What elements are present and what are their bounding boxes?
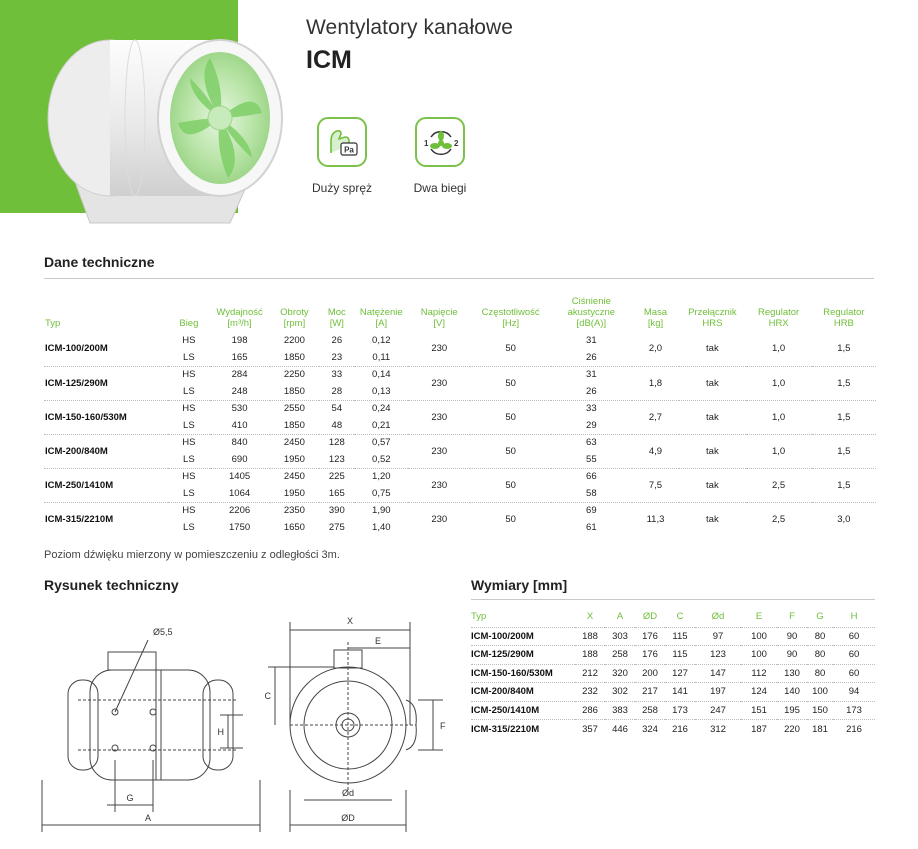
- cell-rpm: 1850: [283, 351, 305, 363]
- cell-power: 128: [319, 434, 354, 451]
- tech-row: [44, 434, 876, 451]
- divider: [471, 599, 875, 600]
- two-speed-icon: [415, 117, 465, 167]
- model-name: ICM-125/290M: [44, 366, 168, 400]
- dims-header-cell: Typ: [471, 611, 487, 623]
- dims-cell: 220: [777, 720, 807, 739]
- th-hrb: Regulator: [823, 307, 865, 318]
- th-rpm-unit: [rpm]: [283, 318, 306, 329]
- th-freq-unit: [Hz]: [502, 318, 520, 329]
- product-category: Wentylatory kanałowe: [306, 16, 514, 39]
- cell-power: 26: [331, 335, 343, 346]
- pressure-icon-badge: Pa: [344, 145, 354, 155]
- cell-power: 165: [328, 487, 345, 499]
- cell-switch: tak: [679, 366, 745, 400]
- cell-current: 0,13: [372, 385, 391, 397]
- dims-cell: 100: [807, 683, 833, 702]
- dims-header-cell: H: [850, 611, 858, 623]
- dims-cell: 176: [635, 627, 665, 646]
- cell-voltage: 230: [408, 502, 470, 536]
- dims-cell: 302: [605, 683, 635, 702]
- model-name: ICM-100/200M: [471, 627, 575, 646]
- cell-flow: 690: [231, 453, 248, 465]
- cell-current: 1,20: [354, 468, 408, 485]
- th-gear: Bieg: [179, 318, 199, 329]
- cell-freq: 50: [470, 400, 551, 434]
- th-noise: Ciśnienie: [571, 296, 611, 307]
- cell-current: 0,21: [372, 419, 391, 431]
- dims-cell: 312: [695, 720, 741, 739]
- cell-flow: 1750: [229, 522, 251, 533]
- product-title: ICM: [306, 46, 352, 74]
- drawing-section-title: Rysunek techniczny: [44, 577, 179, 593]
- cell-rpm: 2350: [270, 502, 320, 519]
- th-type: Typ: [45, 318, 61, 329]
- cell-gear: LS: [183, 522, 195, 533]
- dims-cell: 115: [665, 627, 695, 646]
- dims-cell: 176: [635, 646, 665, 665]
- dim-f-label: F: [440, 721, 446, 731]
- cell-rpm: 1850: [283, 419, 305, 431]
- feature-label: Duży spręż: [311, 181, 373, 195]
- cell-hrx: 1,0: [746, 366, 812, 400]
- cell-gear: HS: [168, 468, 209, 485]
- dims-cell: 60: [833, 646, 875, 665]
- dims-cell: 80: [807, 627, 833, 646]
- dims-cell: 188: [575, 646, 605, 665]
- cell-hrb: 1,5: [812, 434, 876, 468]
- th-hrx-2: HRX: [768, 318, 789, 329]
- th-hrb-2: HRB: [833, 318, 854, 329]
- cell-gear: LS: [183, 385, 195, 397]
- cell-gear: HS: [168, 502, 209, 519]
- th-power: Moc: [327, 307, 346, 318]
- th-rpm: Obroty: [280, 307, 309, 318]
- th-noise-unit: [dB(A)]: [576, 318, 607, 329]
- cell-voltage: 230: [408, 468, 470, 502]
- cell-gear: HS: [168, 400, 209, 417]
- model-name: ICM-150-160/530M: [44, 400, 168, 434]
- cell-gear: LS: [183, 419, 195, 431]
- cell-mass: 2,0: [648, 343, 663, 355]
- dims-header-cell: A: [616, 611, 624, 623]
- cell-mass: 1,8: [632, 366, 680, 400]
- model-name: ICM-315/2210M: [471, 720, 575, 739]
- cell-hrx: 1,0: [746, 400, 812, 434]
- model-name: ICM-250/1410M: [471, 701, 575, 720]
- dim-g-label: G: [126, 793, 134, 803]
- dims-cell: 357: [575, 720, 605, 739]
- cell-noise: 31: [586, 335, 597, 346]
- cell-switch: tak: [706, 343, 719, 355]
- cell-power: 28: [331, 385, 343, 397]
- tech-row: [44, 400, 876, 417]
- cell-flow: 1064: [229, 487, 251, 499]
- dims-cell: 127: [665, 664, 695, 683]
- feature-two-speeds: [395, 117, 485, 195]
- cell-noise: 66: [551, 468, 632, 485]
- tech-table: [44, 290, 876, 536]
- dims-cell: 217: [635, 683, 665, 702]
- cell-flow: 165: [231, 351, 248, 363]
- cell-noise: 55: [586, 453, 597, 465]
- model-name: ICM-250/1410M: [44, 468, 168, 502]
- dims-header-cell: X: [586, 611, 594, 623]
- cell-flow: 840: [210, 434, 270, 451]
- dims-cell: 60: [833, 664, 875, 683]
- cell-flow: 530: [210, 400, 270, 417]
- dims-row: [471, 720, 875, 739]
- cell-voltage: 230: [408, 366, 470, 400]
- dims-cell: 446: [605, 720, 635, 739]
- dims-header-cell: F: [789, 611, 795, 623]
- cell-flow: 1405: [210, 468, 270, 485]
- dims-cell: 90: [777, 627, 807, 646]
- cell-voltage: 230: [408, 434, 470, 468]
- cell-voltage: 230: [431, 343, 448, 355]
- cell-noise: 58: [586, 487, 597, 499]
- dims-row: [471, 683, 875, 702]
- dims-cell: 140: [777, 683, 807, 702]
- th-mass: Masa: [643, 307, 668, 318]
- th-mass-unit: [kg]: [647, 318, 664, 329]
- dims-cell: 80: [807, 664, 833, 683]
- cell-current: 0,11: [372, 351, 391, 363]
- dim-x-label: X: [346, 616, 354, 626]
- cell-power: 390: [319, 502, 354, 519]
- tech-section-title: Dane techniczne: [44, 254, 155, 270]
- pressure-icon: [317, 117, 367, 167]
- cell-power: 225: [319, 468, 354, 485]
- cell-rpm: 2200: [283, 335, 305, 346]
- dims-row: [471, 646, 875, 665]
- cell-hrb: 3,0: [812, 502, 876, 536]
- cell-hrb: 1,5: [812, 468, 876, 502]
- dims-cell: 197: [695, 683, 741, 702]
- cell-noise: 29: [586, 419, 597, 431]
- dims-cell: 324: [635, 720, 665, 739]
- cell-current: 1,90: [354, 502, 408, 519]
- cell-power: 275: [328, 522, 345, 533]
- cell-freq: 50: [470, 502, 551, 536]
- dims-cell: 97: [695, 627, 741, 646]
- cell-switch: tak: [679, 434, 745, 468]
- dims-cell: 130: [777, 664, 807, 683]
- th-current: Natężenie: [359, 307, 403, 318]
- cell-switch: tak: [679, 400, 745, 434]
- th-switch: Przełącznik: [688, 307, 737, 318]
- dim-c-label: C: [264, 691, 271, 701]
- cell-freq: 50: [470, 468, 551, 502]
- dims-cell: 216: [665, 720, 695, 739]
- th-flow: Wydajność: [216, 307, 263, 318]
- bolt-diameter-label: Ø5,5: [153, 627, 173, 637]
- model-name: ICM-200/840M: [471, 683, 575, 702]
- cell-power: 33: [319, 366, 354, 383]
- th-freq: Częstotliwość: [481, 307, 540, 318]
- dims-row: [471, 701, 875, 720]
- th-noise-2: akustyczne: [567, 307, 616, 318]
- front-view: [268, 622, 443, 832]
- th-voltage: Napięcie: [420, 307, 458, 318]
- dims-cell: 383: [605, 701, 635, 720]
- cell-flow: 2206: [210, 502, 270, 519]
- th-voltage-unit: [V]: [433, 318, 446, 329]
- dims-row: [471, 627, 875, 646]
- dims-header-cell: G: [816, 611, 824, 623]
- tech-row: [44, 332, 876, 349]
- cell-noise: 63: [551, 434, 632, 451]
- cell-current: 0,52: [372, 453, 391, 465]
- cell-rpm: 2550: [270, 400, 320, 417]
- cell-hrb: 1,5: [837, 343, 851, 355]
- model-name: ICM-315/2210M: [44, 502, 168, 536]
- cell-freq: 50: [470, 366, 551, 400]
- cell-hrb: 1,5: [812, 400, 876, 434]
- duct-fan-product-image: [30, 18, 300, 228]
- cell-rpm: 2450: [270, 468, 320, 485]
- dims-header-cell: Ød: [711, 611, 725, 623]
- cell-rpm: 2450: [270, 434, 320, 451]
- cell-gear: HS: [168, 366, 209, 383]
- dims-header-row: [471, 607, 875, 627]
- dims-header-cell: ØD: [642, 611, 658, 623]
- feature-high-pressure: [297, 117, 387, 195]
- dim-D-label: ØD: [341, 813, 355, 823]
- footnote: Poziom dźwięku mierzony w pomieszczeniu z odległości 3m.: [44, 549, 340, 561]
- dim-e-label: E: [374, 636, 382, 646]
- cell-current: 0,14: [354, 366, 408, 383]
- dims-cell: 187: [741, 720, 777, 739]
- dims-cell: 173: [833, 701, 875, 720]
- technical-drawing: [38, 600, 448, 840]
- dims-cell: 258: [605, 646, 635, 665]
- dims-cell: 286: [575, 701, 605, 720]
- model-name: ICM-150-160/530M: [471, 664, 575, 683]
- cell-power: 48: [331, 419, 343, 431]
- dims-cell: 60: [833, 627, 875, 646]
- th-power-unit: [W]: [329, 318, 344, 329]
- cell-noise: 26: [586, 351, 597, 363]
- tech-header-row: [44, 290, 876, 332]
- dims-cell: 212: [575, 664, 605, 683]
- cell-flow: 248: [231, 385, 248, 397]
- dims-cell: 124: [741, 683, 777, 702]
- cell-current: 0,75: [372, 487, 391, 499]
- dims-cell: 123: [695, 646, 741, 665]
- feature-label: Dwa biegi: [413, 181, 467, 195]
- dims-header-cell: E: [755, 611, 763, 623]
- cell-power: 123: [328, 453, 345, 465]
- cell-flow: 284: [210, 366, 270, 383]
- dims-cell: 181: [807, 720, 833, 739]
- cell-rpm: 1950: [283, 453, 305, 465]
- cell-hrb: 1,5: [812, 366, 876, 400]
- dims-cell: 151: [741, 701, 777, 720]
- tech-row: [44, 502, 876, 519]
- dims-cell: 141: [665, 683, 695, 702]
- cell-mass: 7,5: [632, 468, 680, 502]
- tech-row: [44, 468, 876, 485]
- model-name: ICM-125/290M: [471, 646, 575, 665]
- dim-a-label: A: [144, 813, 152, 823]
- cell-current: 1,40: [372, 522, 391, 533]
- th-flow-unit: [m³/h]: [227, 318, 252, 329]
- cell-noise: 61: [586, 522, 597, 533]
- dims-cell: 173: [665, 701, 695, 720]
- dims-row: [471, 664, 875, 683]
- dims-cell: 188: [575, 627, 605, 646]
- cell-flow: 410: [231, 419, 248, 431]
- th-current-unit: [A]: [375, 318, 388, 329]
- cell-voltage: 230: [408, 400, 470, 434]
- cell-rpm: 1650: [283, 522, 305, 533]
- cell-noise: 31: [551, 366, 632, 383]
- cell-noise: 26: [586, 385, 597, 397]
- cell-hrx: 1,0: [746, 434, 812, 468]
- cell-current: 0,12: [372, 335, 391, 346]
- cell-current: 0,24: [354, 400, 408, 417]
- dims-cell: 94: [833, 683, 875, 702]
- dims-section-title: Wymiary [mm]: [471, 577, 568, 593]
- dims-cell: 258: [635, 701, 665, 720]
- cell-gear: LS: [183, 453, 195, 465]
- dims-cell: 216: [833, 720, 875, 739]
- dims-cell: 320: [605, 664, 635, 683]
- cell-switch: tak: [679, 468, 745, 502]
- dim-h-label: H: [217, 727, 224, 737]
- cell-rpm: 2250: [270, 366, 320, 383]
- cell-noise: 69: [551, 502, 632, 519]
- speed-2-label: 2: [454, 139, 459, 148]
- cell-gear: HS: [168, 434, 209, 451]
- speed-1-label: 1: [424, 139, 429, 148]
- cell-hrx: 2,5: [746, 502, 812, 536]
- dims-cell: 100: [741, 646, 777, 665]
- dims-cell: 200: [635, 664, 665, 683]
- cell-flow: 198: [231, 335, 248, 346]
- dims-cell: 232: [575, 683, 605, 702]
- dims-cell: 150: [807, 701, 833, 720]
- dims-cell: 247: [695, 701, 741, 720]
- cell-power: 23: [331, 351, 343, 363]
- tech-row: [44, 366, 876, 383]
- cell-mass: 4,9: [632, 434, 680, 468]
- cell-switch: tak: [679, 502, 745, 536]
- cell-gear: LS: [183, 351, 195, 363]
- cell-mass: 2,7: [632, 400, 680, 434]
- dims-table: [471, 607, 875, 738]
- th-switch-2: HRS: [702, 318, 723, 329]
- cell-freq: 50: [505, 343, 516, 355]
- dims-cell: 100: [741, 627, 777, 646]
- cell-gear: HS: [182, 335, 196, 346]
- model-name: ICM-200/840M: [44, 434, 168, 468]
- cell-current: 0,57: [354, 434, 408, 451]
- cell-power: 54: [319, 400, 354, 417]
- cell-hrx: 1,0: [772, 343, 786, 355]
- divider: [44, 278, 874, 279]
- dims-cell: 195: [777, 701, 807, 720]
- cell-rpm: 1850: [283, 385, 305, 397]
- dims-cell: 80: [807, 646, 833, 665]
- dims-cell: 115: [665, 646, 695, 665]
- th-hrx: Regulator: [758, 307, 800, 318]
- model-name: ICM-100/200M: [45, 343, 108, 355]
- cell-gear: LS: [183, 487, 195, 499]
- dims-cell: 147: [695, 664, 741, 683]
- cell-noise: 33: [551, 400, 632, 417]
- side-view: [42, 640, 260, 832]
- cell-rpm: 1950: [283, 487, 305, 499]
- cell-hrx: 2,5: [746, 468, 812, 502]
- dims-cell: 303: [605, 627, 635, 646]
- dims-cell: 90: [777, 646, 807, 665]
- cell-freq: 50: [470, 434, 551, 468]
- dim-d-label: Ød: [341, 788, 355, 798]
- dims-cell: 112: [741, 664, 777, 683]
- dims-header-cell: C: [676, 611, 684, 623]
- cell-mass: 11,3: [632, 502, 680, 536]
